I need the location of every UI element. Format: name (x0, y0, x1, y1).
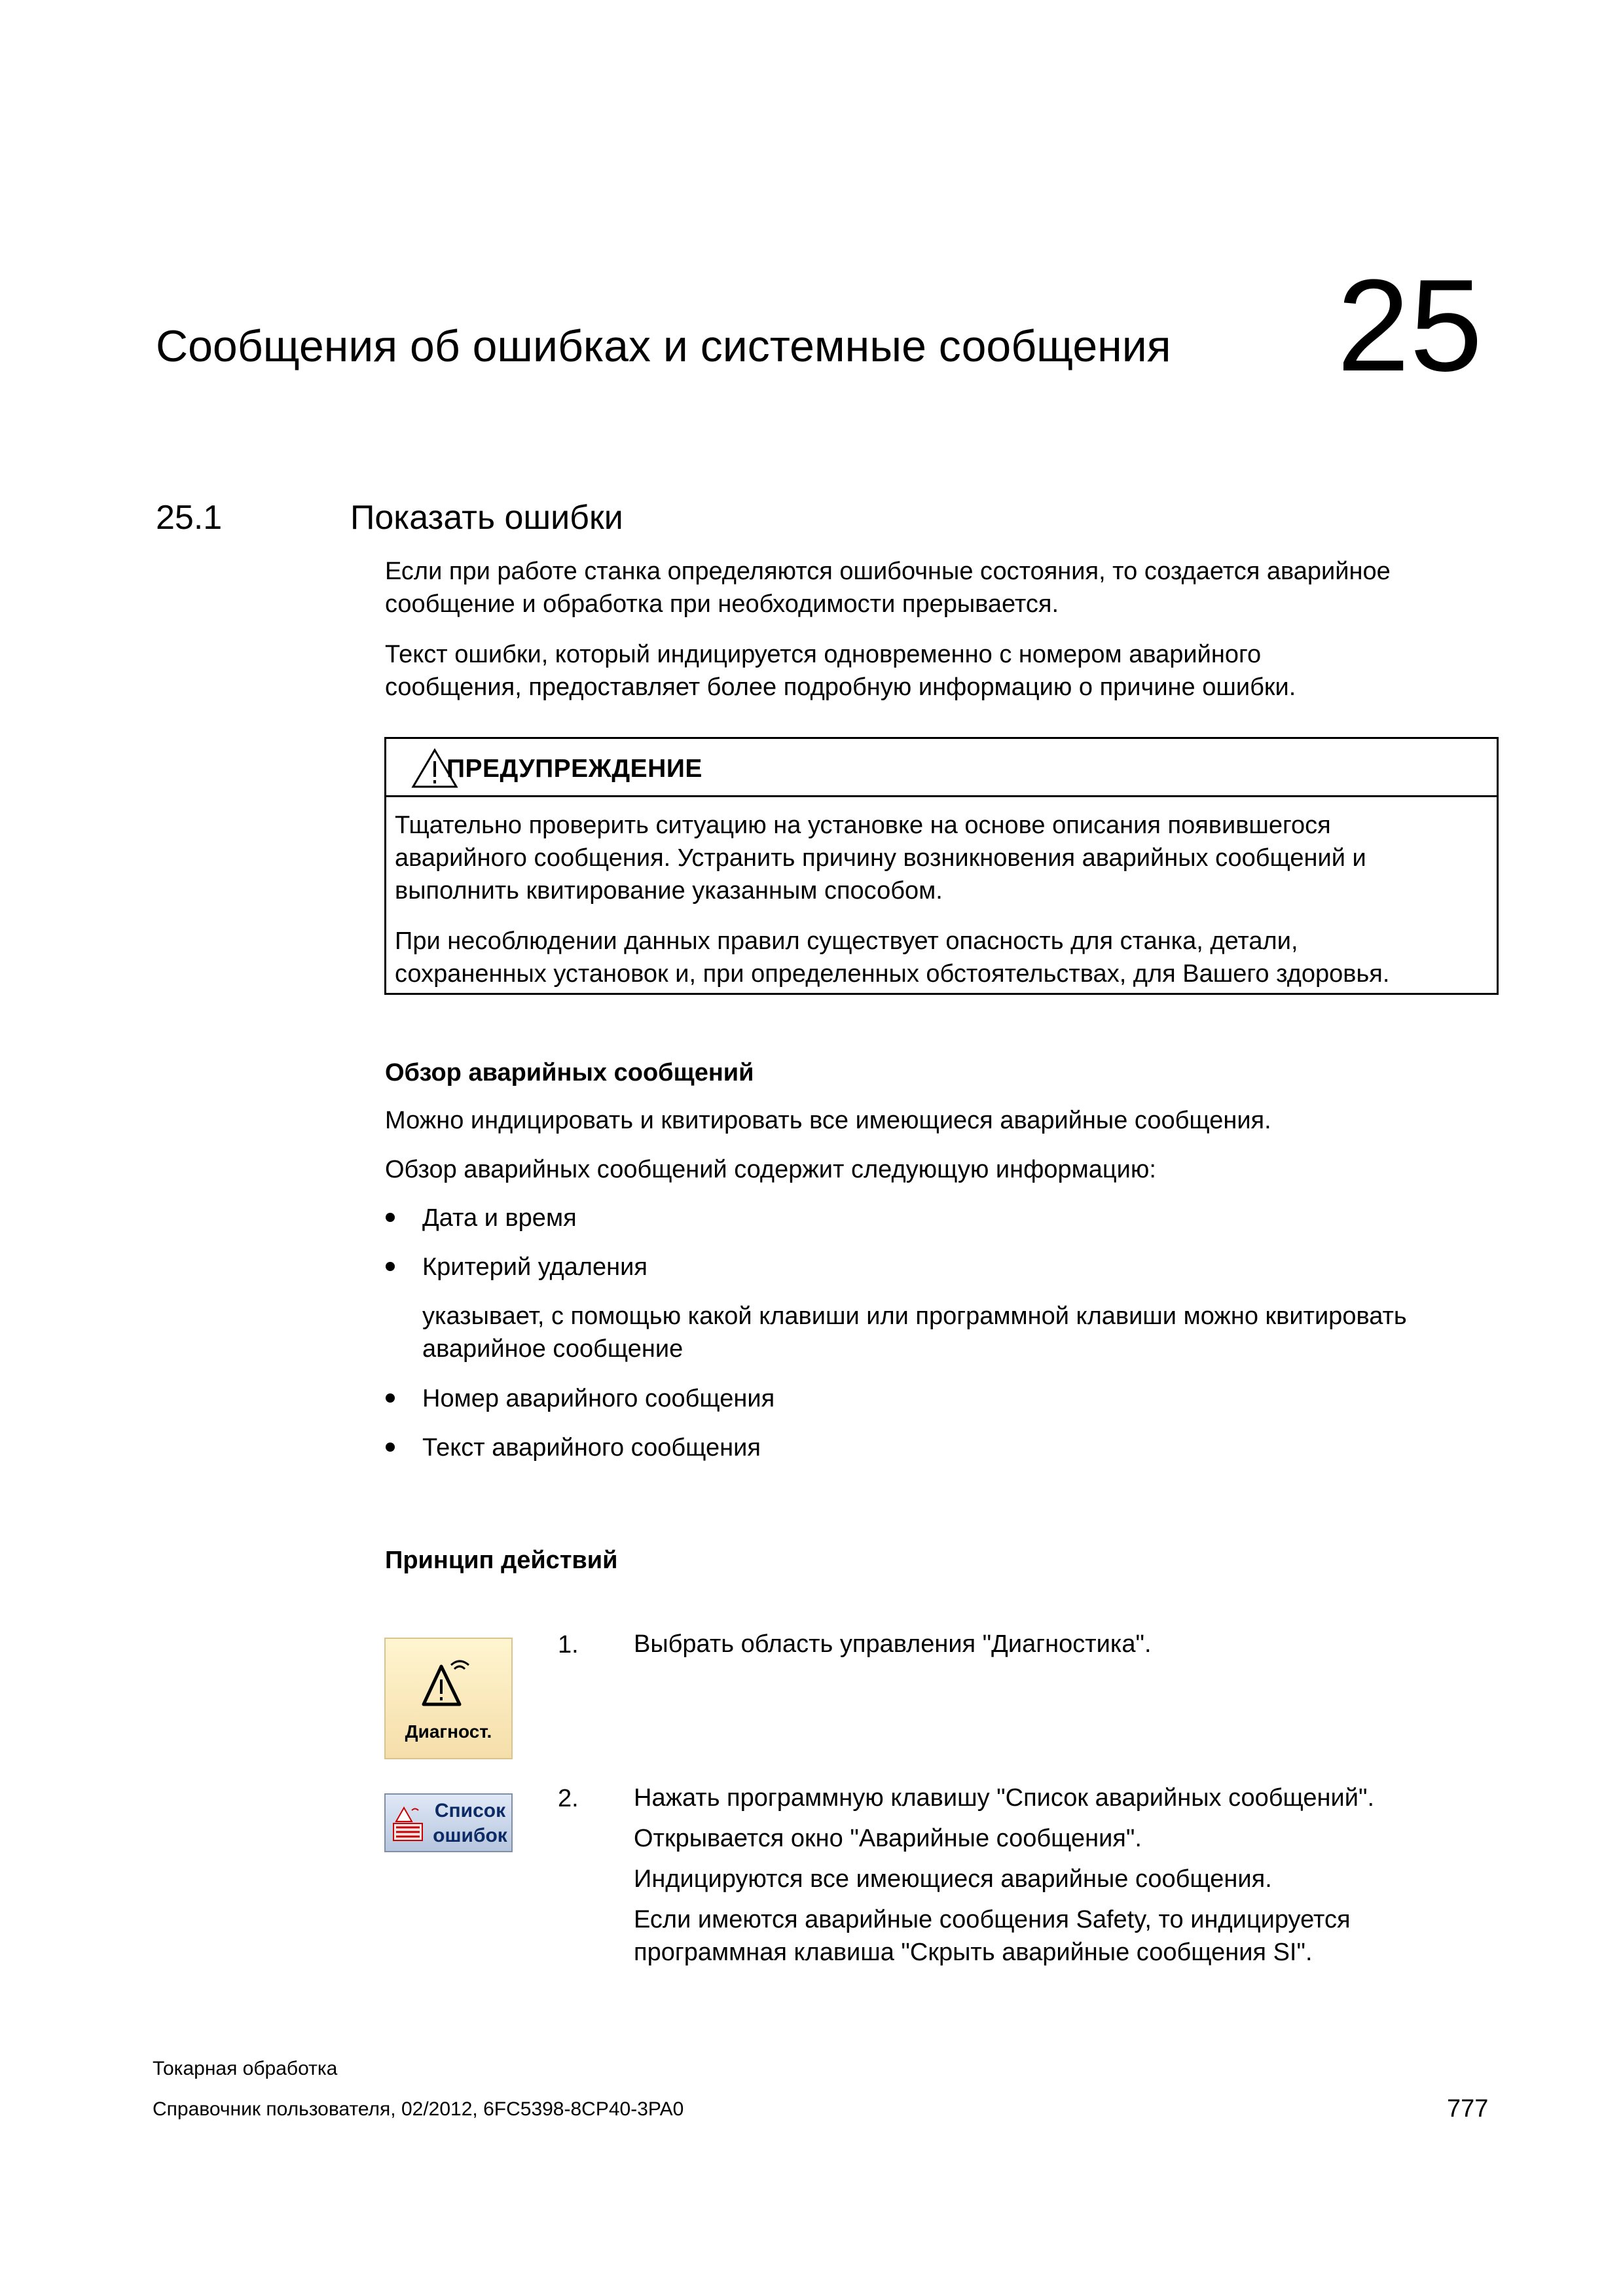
overview-heading: Обзор аварийных сообщений (385, 1059, 754, 1086)
diagnostics-alert-icon (422, 1657, 481, 1710)
warning-p2-line2: сохраненных установок и, при определенных обстоятельствах, для Вашего здоровья. (395, 960, 1390, 988)
section-title: Показать ошибки (350, 499, 623, 537)
bullet-item-delete-criterion: Критерий удаления (422, 1253, 647, 1281)
step-2-line-4: Если имеются аварийные сообщения Safety, то индицируется (634, 1906, 1351, 1933)
intro-paragraph-2 (385, 638, 1511, 704)
warning-p1-line2: аварийного сообщения. Устранить причину возникновения аварийных сообщений и (395, 844, 1366, 872)
bullet-marker (386, 1213, 395, 1222)
diagnostics-button[interactable] (384, 1638, 513, 1759)
warning-label: ПРЕДУПРЕЖДЕНИЕ (447, 755, 702, 783)
page-number: 777 (1447, 2095, 1489, 2123)
intro-p2-line1: Текст ошибки, который индицируется одновременно с номером аварийного (385, 641, 1262, 668)
step-2-line-3: Индицируются все имеющиеся аварийные сообщения. (634, 1865, 1272, 1893)
warning-paragraph-1 (395, 809, 1488, 907)
diagnostics-button-label: Диагност. (405, 1721, 492, 1742)
bullet-item-alarm-number: Номер аварийного сообщения (422, 1385, 775, 1412)
step-number-1: 1. (558, 1631, 579, 1659)
footer-reference: Справочник пользователя, 02/2012, 6FC5398-8CP40-3PA0 (153, 2098, 684, 2120)
step-2-line-5: программная клавиша "Скрыть аварийные сообщения SI". (634, 1939, 1313, 1966)
chapter-title: Сообщения об ошибках и системные сообщения (156, 321, 1171, 371)
bullet-item-date-time: Дата и время (422, 1204, 577, 1232)
bullet-detail-line1: указывает, с помощью какой клавиши или программной клавиши можно квитировать (422, 1302, 1407, 1330)
warning-p2-line1: При несоблюдении данных правил существует опасность для станка, детали, (395, 927, 1298, 955)
warning-header (386, 739, 1497, 797)
alarm-list-icon (392, 1804, 424, 1843)
alarm-list-label-line1: Список (434, 1800, 506, 1821)
section-number: 25.1 (156, 499, 223, 537)
warning-paragraph-2 (395, 925, 1488, 990)
step-text-2 (634, 1782, 1498, 1969)
warning-p1-line3: выполнить квитирование указанным способом. (395, 877, 943, 905)
bullet-item-detail (422, 1300, 1503, 1365)
chapter-number: 25 (1337, 253, 1483, 399)
bullet-marker (386, 1262, 395, 1271)
intro-p1-line2: сообщение и обработка при необходимости прерывается. (385, 590, 1059, 618)
procedure-heading: Принцип действий (385, 1547, 618, 1574)
overview-paragraph-1: Можно индицировать и квитировать все имеющиеся аварийные сообщения. (385, 1107, 1271, 1134)
overview-paragraph-2: Обзор аварийных сообщений содержит следующую информацию: (385, 1156, 1156, 1183)
warning-box (384, 737, 1499, 995)
warning-p1-line1: Тщательно проверить ситуацию на установке на основе описания появившегося (395, 812, 1331, 839)
alarm-list-softkey[interactable] (384, 1793, 513, 1852)
step-2-line-1: Нажать программную клавишу "Список аварийных сообщений". (634, 1784, 1375, 1812)
bullet-detail-line2: аварийное сообщение (422, 1335, 684, 1363)
bullet-marker (386, 1393, 395, 1403)
intro-paragraph-1 (385, 555, 1511, 620)
alarm-list-softkey-label (429, 1799, 511, 1848)
bullet-marker (386, 1443, 395, 1452)
step-2-line-2: Открывается окно "Аварийные сообщения". (634, 1825, 1142, 1852)
bullet-item-alarm-text: Текст аварийного сообщения (422, 1434, 761, 1462)
step-text-1: Выбрать область управления "Диагностика". (634, 1630, 1152, 1658)
alarm-list-label-line2: ошибок (433, 1825, 507, 1846)
footer-title: Токарная обработка (153, 2058, 338, 2079)
intro-p1-line1: Если при работе станка определяются ошибочные состояния, то создается аварийное (385, 558, 1391, 585)
intro-p2-line2: сообщения, предоставляет более подробную информацию о причине ошибки. (385, 673, 1296, 701)
step-number-2: 2. (558, 1785, 579, 1812)
